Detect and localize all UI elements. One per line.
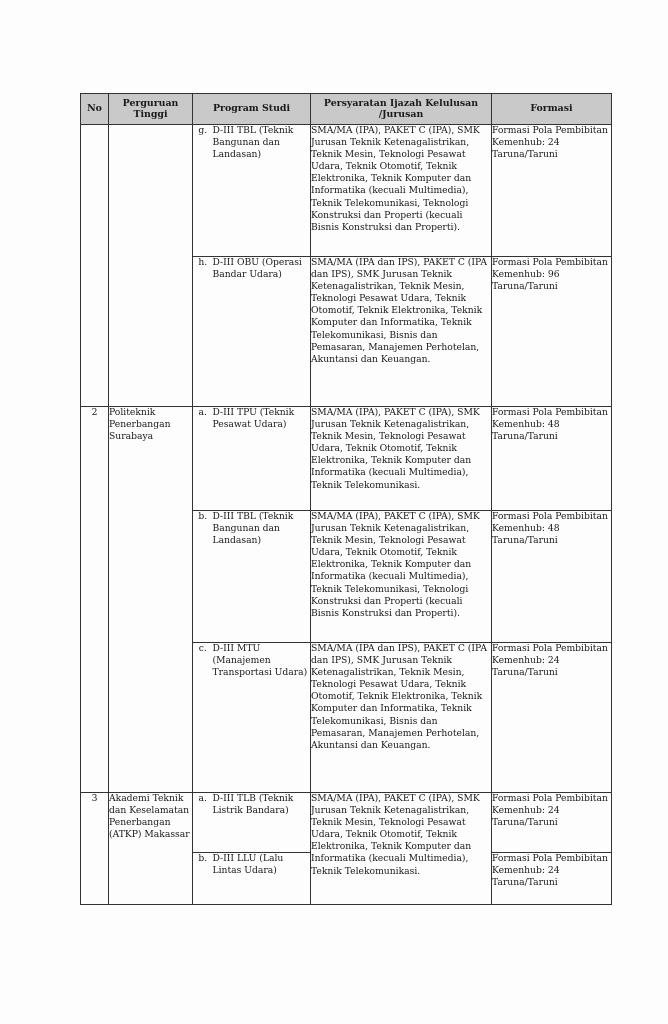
formasi-text: Formasi Pola Pembibitan Kemenhub: 24 Taruna/Taruni bbox=[492, 793, 612, 853]
program-letter: h. bbox=[193, 257, 213, 407]
institution-name: Akademi Teknik dan Keselamatan Penerbangan (ATKP) Makassar bbox=[109, 793, 193, 905]
program-name: D-III TPU (Teknik Pesawat Udara) bbox=[213, 407, 311, 511]
requirement-text: SMA/MA (IPA), PAKET C (IPA), SMK Jurusan Teknik Ketenagalistrikan, Teknik Mesin, Teknologi Pesawat Udara, Teknik Otomotif, Teknik Elektronika, Teknik Komputer dan Informatika (kecuali Multimedia), Teknik Telekomunikasi. bbox=[311, 407, 492, 511]
program-name: D-III OBU (Operasi Bandar Udara) bbox=[213, 257, 311, 407]
row-number: 2 bbox=[81, 407, 109, 793]
header-perguruan-tinggi: Perguruan Tinggi bbox=[109, 94, 193, 125]
program-name: D-III TBL (Teknik Bangunan dan Landasan) bbox=[213, 511, 311, 643]
table-row bbox=[81, 793, 612, 853]
program-letter: a. bbox=[193, 793, 213, 853]
table-header-row bbox=[81, 94, 612, 125]
institution-name: Politeknik Penerbangan Surabaya bbox=[109, 407, 193, 793]
formasi-text: Formasi Pola Pembibitan Kemenhub: 24 Taruna/Taruni bbox=[492, 643, 612, 793]
formasi-text: Formasi Pola Pembibitan Kemenhub: 48 Taruna/Taruni bbox=[492, 407, 612, 511]
header-no: No bbox=[81, 94, 109, 125]
row-number-cell bbox=[81, 125, 109, 407]
program-letter: c. bbox=[193, 643, 213, 793]
table-row bbox=[81, 125, 612, 257]
formasi-text: Formasi Pola Pembibitan Kemenhub: 24 Taruna/Taruni bbox=[492, 853, 612, 905]
header-formasi: Formasi bbox=[492, 94, 612, 125]
formasi-text: Formasi Pola Pembibitan Kemenhub: 96 Taruna/Taruni bbox=[492, 257, 612, 407]
requirement-text: SMA/MA (IPA dan IPS), PAKET C (IPA dan IPS), SMK Jurusan Teknik Ketenagalistrikan, Teknik Mesin, Teknologi Pesawat Udara, Teknik Otomotif, Teknik Elektronika, Teknik Komputer dan Informatika, Teknik Telekomunikasi, Bisnis dan Pemasaran, Manajemen Perhotelan, Akuntansi dan Keuangan. bbox=[311, 257, 492, 407]
requirement-text: SMA/MA (IPA), PAKET C (IPA), SMK Jurusan Teknik Ketenagalistrikan, Teknik Mesin, Teknologi Pesawat Udara, Teknik Otomotif, Teknik Elektronika, Teknik Komputer dan Informatika (kecuali Multimedia), Teknik Telekomunikasi. bbox=[311, 793, 492, 905]
program-letter: b. bbox=[193, 853, 213, 905]
program-letter: a. bbox=[193, 407, 213, 511]
header-program-studi: Program Studi bbox=[193, 94, 311, 125]
program-name: D-III LLU (Lalu Lintas Udara) bbox=[213, 853, 311, 905]
program-letter: g. bbox=[193, 125, 213, 257]
institution-cell bbox=[109, 125, 193, 407]
formasi-text: Formasi Pola Pembibitan Kemenhub: 48 Taruna/Taruni bbox=[492, 511, 612, 643]
requirement-text: SMA/MA (IPA dan IPS), PAKET C (IPA dan IPS), SMK Jurusan Teknik Ketenagalistrikan, Teknik Mesin, Teknologi Pesawat Udara, Teknik Otomotif, Teknik Elektronika, Teknik Komputer dan Informatika, Teknik Telekomunikasi, Bisnis dan Pemasaran, Manajemen Perhotelan, Akuntansi dan Keuangan. bbox=[311, 643, 492, 793]
table-row bbox=[81, 407, 612, 511]
program-name: D-III TBL (Teknik Bangunan dan Landasan) bbox=[213, 125, 311, 257]
requirements-table bbox=[80, 93, 612, 905]
program-name: D-III MTU (Manajemen Transportasi Udara) bbox=[213, 643, 311, 793]
formasi-text: Formasi Pola Pembibitan Kemenhub: 24 Taruna/Taruni bbox=[492, 125, 612, 257]
requirement-text: SMA/MA (IPA), PAKET C (IPA), SMK Jurusan Teknik Ketenagalistrikan, Teknik Mesin, Teknologi Pesawat Udara, Teknik Otomotif, Teknik Elektronika, Teknik Komputer dan Informatika (kecuali Multimedia), Teknik Telekomunikasi, Teknologi Konstruksi dan Properti (kecuali Bisnis Konstruksi dan Properti). bbox=[311, 125, 492, 257]
requirement-text: SMA/MA (IPA), PAKET C (IPA), SMK Jurusan Teknik Ketenagalistrikan, Teknik Mesin, Teknologi Pesawat Udara, Teknik Otomotif, Teknik Elektronika, Teknik Komputer dan Informatika (kecuali Multimedia), Teknik Telekomunikasi, Teknologi Konstruksi dan Properti (kecuali Bisnis Konstruksi dan Properti). bbox=[311, 511, 492, 643]
header-persyaratan: Persyaratan Ijazah Kelulusan /Jurusan bbox=[311, 94, 492, 125]
program-letter: b. bbox=[193, 511, 213, 643]
row-number: 3 bbox=[81, 793, 109, 905]
program-name: D-III TLB (Teknik Listrik Bandara) bbox=[213, 793, 311, 853]
